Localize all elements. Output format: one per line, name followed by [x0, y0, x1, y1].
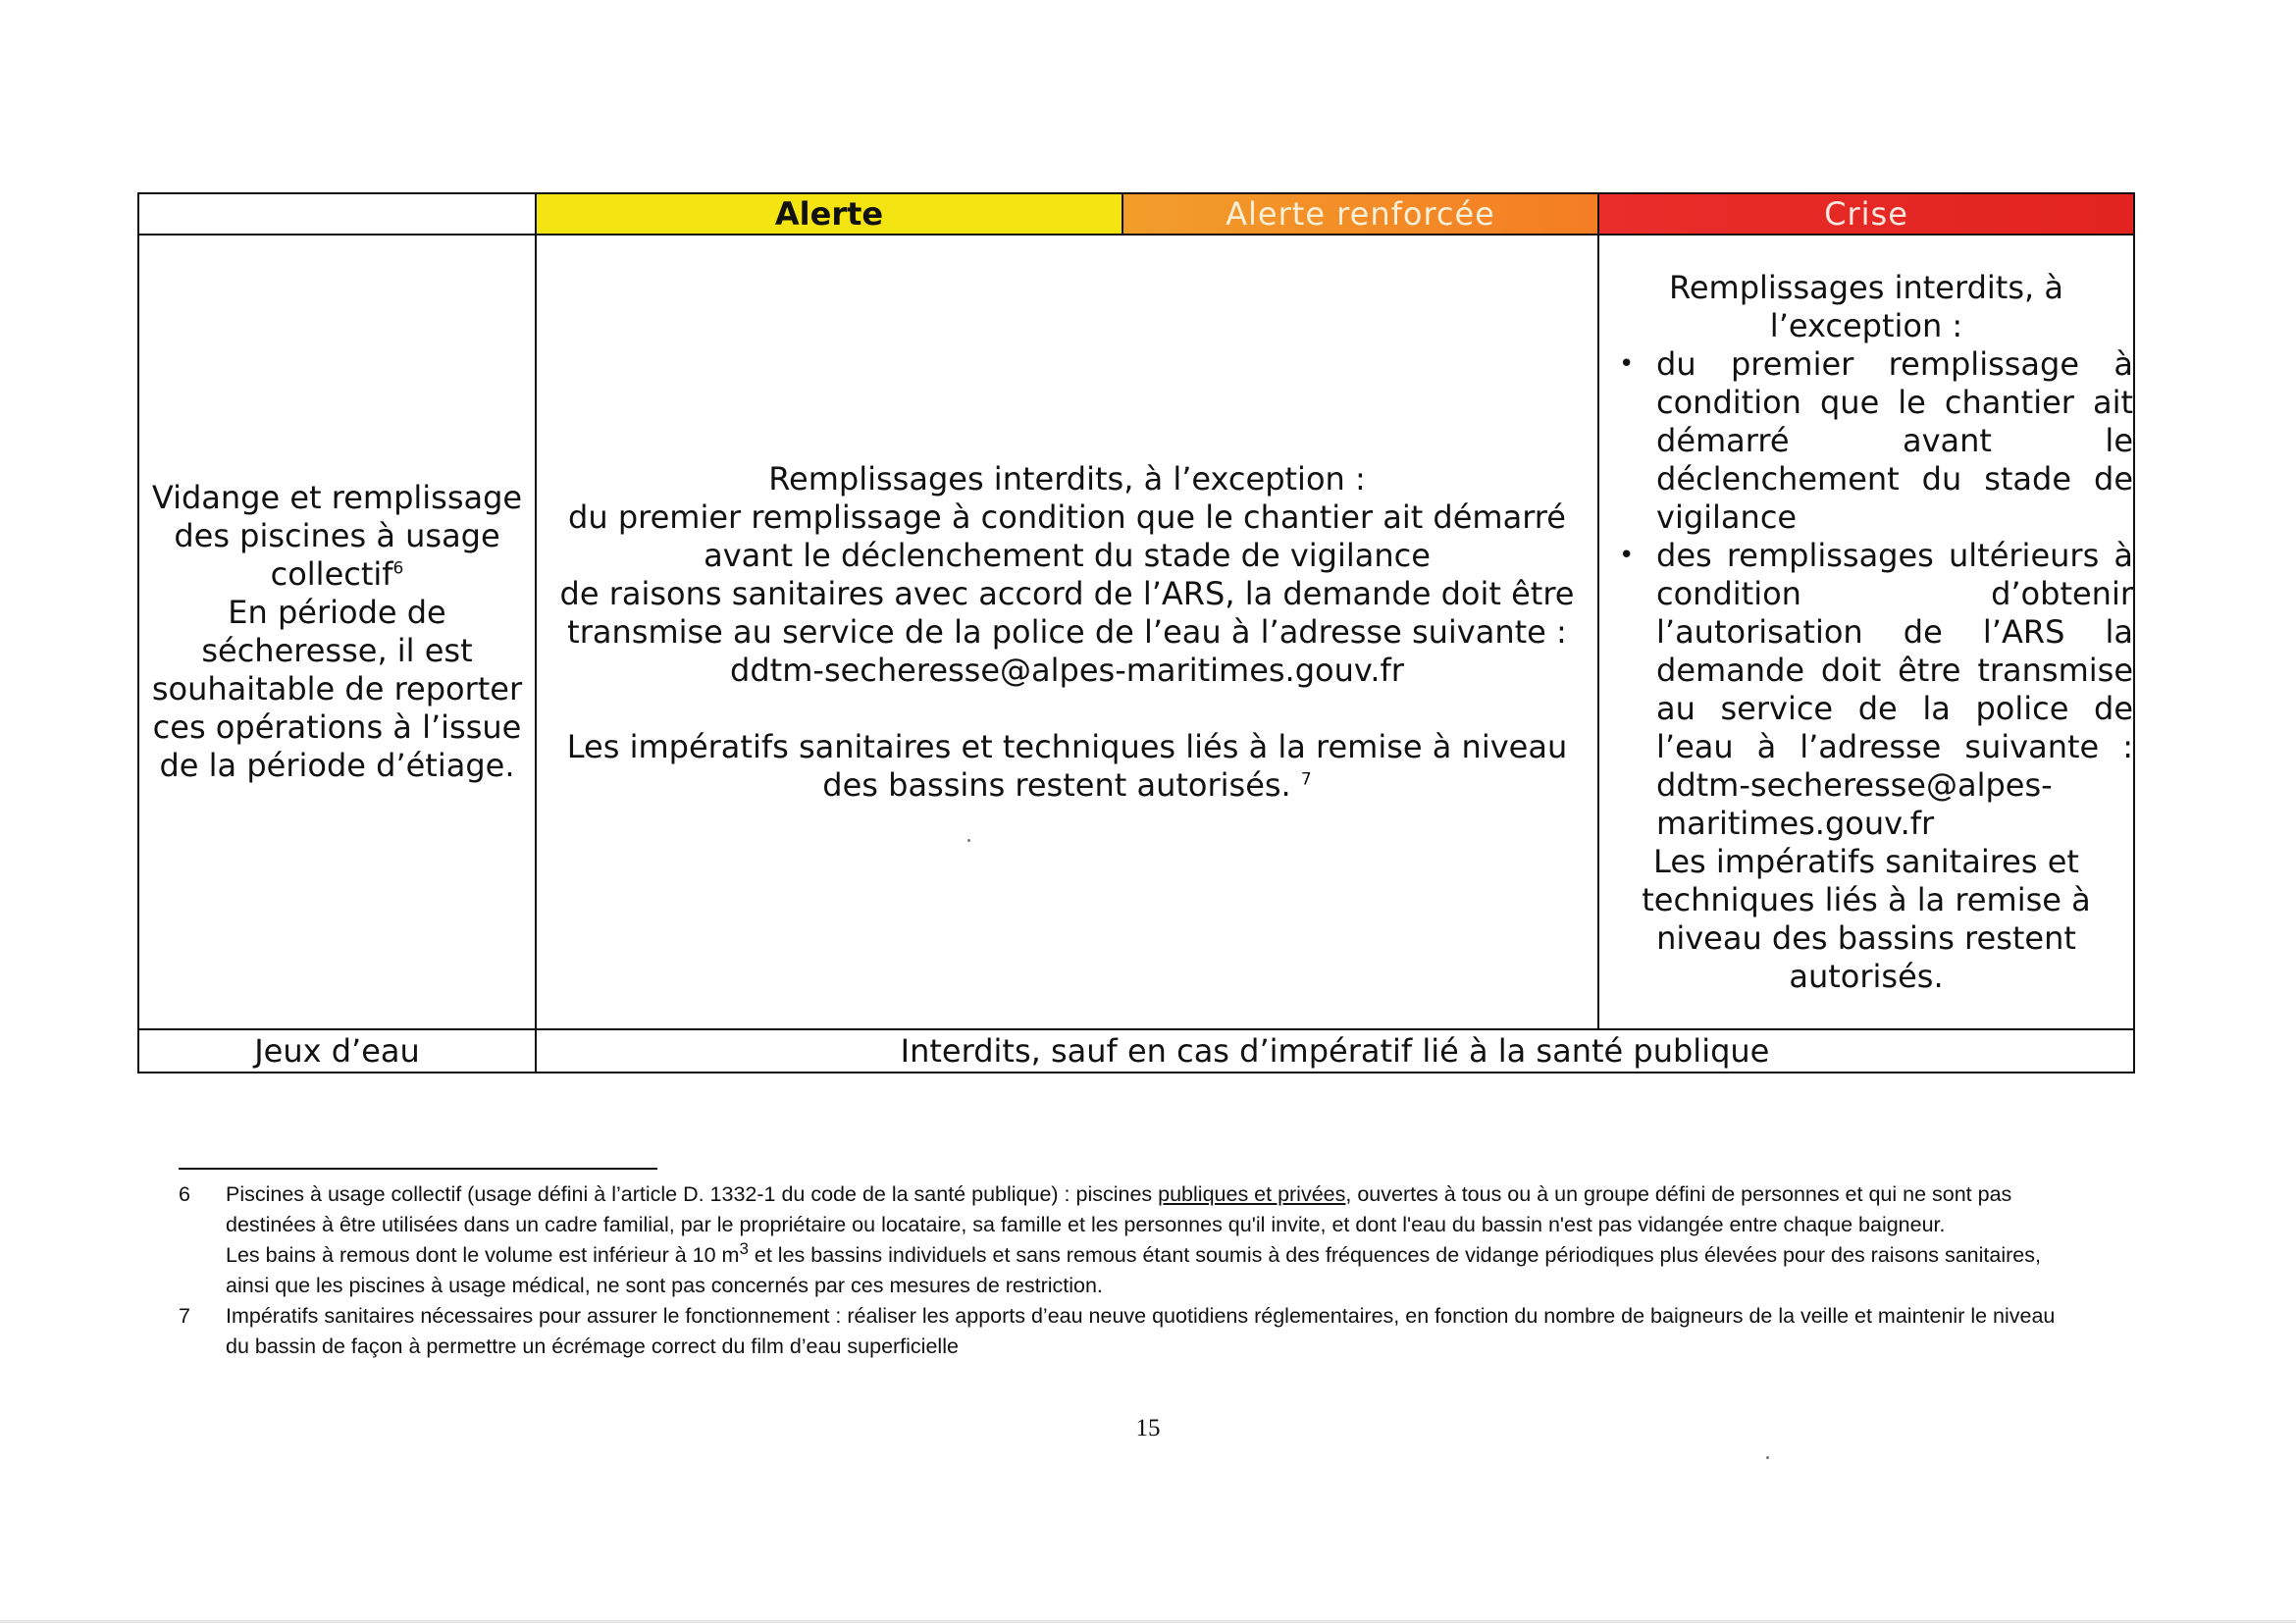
alerte-paragraph-2: du premier remplissage à condition que le chantier ait démarré avant le déclenchement du stade de vigilance	[568, 497, 1566, 574]
alerte-paragraph-3: de raisons sanitaires avec accord de l’ARS, la demande doit être transmise au service de la police de l’eau à l’adresse suivante : ddtm-secheresse@alpes-maritimes.gouv.fr	[559, 574, 1575, 689]
alerte-paragraph-1: Remplissages interdits, à l’exception :	[768, 459, 1366, 497]
crise-bullet-1: du premier remplissage à condition que le chantier ait démarré avant le déclenchement du stade de vigilance	[1656, 344, 2133, 536]
header-alerte-renforcee: Alerte renforcée	[1122, 193, 1598, 235]
alerte-paragraph-4-wrap	[537, 728, 1597, 805]
list-item	[1599, 345, 2133, 537]
footnote-6-continuation	[226, 1240, 2082, 1301]
scan-speck	[1766, 1456, 1769, 1459]
row-value-jeux: Interdits, sauf en cas d’impératif lié à la santé publique	[536, 1029, 2134, 1073]
footnote-6-cont-before: Les bains à remous dont le volume est inférieur à 10 m	[226, 1243, 740, 1267]
crise-cell	[1598, 235, 2134, 1029]
footnote-7	[179, 1301, 2082, 1362]
crise-bullet-2: des remplissages ultérieurs à condition d’obtenir l’autorisation de l’ARS la demande doit être transmise au service de la police de l’eau à l’adresse suivante : ddtm-secheresse@alpes-maritimes.gouv.fr	[1656, 536, 2133, 842]
footnote-6-text-before: Piscines à usage collectif (usage défini à l’article D. 1332-1 du code de la santé publique) : piscines	[226, 1182, 1159, 1206]
footnote-ref-6: 6	[392, 558, 404, 579]
row-label-line2: En période de sécheresse, il est souhaitable de reporter ces opérations à l’issue de la période d’étiage.	[151, 594, 523, 784]
scan-speck	[967, 839, 970, 842]
restrictions-table	[137, 192, 2135, 1073]
row-label-line1: Vidange et remplissage des piscines à usage collectif	[151, 479, 523, 593]
bullet-icon: •	[1619, 540, 1635, 570]
row-label-piscines	[138, 235, 536, 1029]
row-label-jeux: Jeux d’eau	[138, 1029, 536, 1073]
header-empty-cell	[138, 193, 536, 235]
footnote-number: 7	[179, 1304, 190, 1328]
header-alerte: Alerte	[536, 193, 1122, 235]
footnote-6-text-after: , ouvertes à tous ou à un groupe défini de personnes et qui ne sont pas destinées à être utilisées dans un cadre familial, par le propriétaire ou locataire, sa famille et les personnes qu'il invite, et dont l'eau du bassin n'est pas vidangée entre chaque baigneur.	[226, 1182, 2012, 1236]
crise-bullet-list	[1599, 345, 2133, 843]
list-item	[1599, 537, 2133, 843]
bullet-icon: •	[1619, 348, 1635, 379]
footnote-6-cont-after: et les bassins individuels et sans remous étant soumis à des fréquences de vidange périodiques plus élevées pour des raisons sanitaires, ainsi que les piscines à usage médical, ne sont pas concernés par ces mesures de restriction.	[226, 1243, 2041, 1297]
page-number: 15	[1135, 1415, 1161, 1441]
table-row-jeux	[138, 1029, 2134, 1073]
footnotes	[179, 1179, 2082, 1362]
footnote-ref-7: 7	[1300, 768, 1312, 789]
footnote-6-underlined: publiques et privées	[1158, 1182, 1346, 1206]
footnote-number: 6	[179, 1182, 190, 1206]
footnote-7-text: Impératifs sanitaires nécessaires pour assurer le fonctionnement : réaliser les apports d’eau neuve quotidiens réglementaires, en fonction du nombre de baigneurs de la veille et maintenir le niveau du bassin de façon à permettre un écrémage correct du film d’eau superficielle	[226, 1304, 2056, 1358]
crise-intro: Remplissages interdits, à l’exception :	[1669, 268, 2063, 344]
alerte-merged-cell	[536, 235, 1598, 1029]
table-header-row	[138, 193, 2134, 235]
footnote-6	[179, 1179, 2082, 1301]
footnote-separator	[179, 1168, 657, 1170]
footnote-6-cont-sup: 3	[739, 1238, 749, 1258]
crise-tail: Les impératifs sanitaires et techniques liés à la remise à niveau des bassins restent autorisés.	[1642, 842, 2091, 995]
header-crise: Crise	[1598, 193, 2134, 235]
alerte-paragraph-4: Les impératifs sanitaires et techniques liés à la remise à niveau des bassins restent autorisés.	[566, 727, 1568, 804]
table-row-piscines	[138, 235, 2134, 1029]
